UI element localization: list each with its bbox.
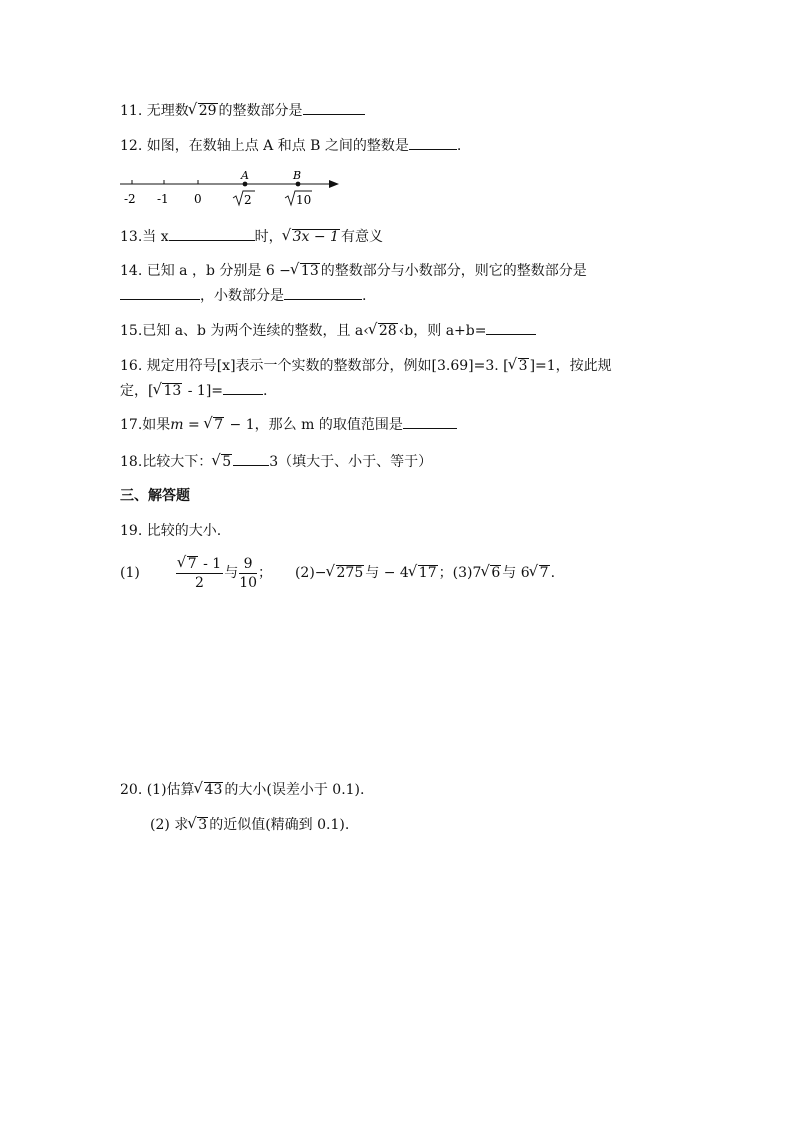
answer-blank-14a[interactable]	[120, 285, 200, 300]
q11-suffix: 的整数部分是	[218, 103, 303, 119]
answer-blank-15[interactable]	[486, 320, 536, 335]
sqrt-29: √ 29	[189, 101, 218, 121]
answer-blank-12[interactable]	[409, 135, 457, 150]
question-16-line1: 16. 规定用符号[x]表示一个实数的整数部分，例如[3.69]=3. [√ 3 ]=1，按此规	[120, 356, 612, 376]
question-19-title: 19. 比较的大小.	[120, 523, 222, 539]
question-16-line2: 定，[√ 13 - 1]= .	[120, 380, 267, 401]
point-b-dot	[296, 182, 301, 187]
question-13: 13.当 x 时，√ 3x − 1 有意义	[120, 226, 383, 247]
tick-label-0: 0	[194, 192, 202, 206]
sqrt-275: √ 275	[327, 553, 365, 593]
tick-label-sqrt10: 10	[296, 193, 312, 207]
point-a-label: A	[241, 169, 249, 182]
sqrt-13: √ 13	[291, 261, 320, 281]
sqrt-6: √ 6	[481, 553, 501, 593]
sqrt-7: √ 7	[204, 415, 224, 435]
sqrt-13-b: √ 13	[153, 381, 182, 401]
question-17: 17.如果m = √ 7 − 1，那么 m 的取值范围是	[120, 414, 457, 435]
sqrt-43: √ 43	[195, 780, 224, 800]
question-20-part2: (2) 求√ 3 的近似值(精确到 0.1).	[150, 815, 349, 835]
answer-blank-13[interactable]	[169, 226, 255, 241]
question-19-parts: (1) √ $\frac{7 - 1}{2}$ 与 $\frac{9}{10}$ ； (2)−√ 275 与 − 4√ 17 ；(3)7√ 6 与 6√ 7 .	[120, 553, 555, 593]
tick-label-sqrt2: 2	[244, 193, 252, 207]
answer-blank-17[interactable]	[403, 414, 457, 429]
question-18: 18.比较大下：√ 5 3（填大于、小于、等于）	[120, 451, 432, 472]
section-title: 三、解答题	[120, 488, 190, 504]
tick-label-neg1: -1	[157, 192, 169, 206]
answer-blank-18[interactable]	[233, 451, 269, 466]
sqrt-7-b: √ 7	[530, 553, 550, 593]
sqrt-3: √ 3	[509, 356, 529, 376]
sqrt-28: √ 28	[369, 321, 398, 341]
fraction-9-over-10: $\frac{9}{10}$	[239, 555, 258, 591]
sqrt-3-b: √ 3	[188, 815, 208, 835]
q12-text: 12. 如图，在数轴上点 A 和点 B 之间的整数是	[120, 138, 409, 154]
question-15: 15.已知 a、b 为两个连续的整数，且 a‹√ 28 ‹b，则 a+b=	[120, 320, 536, 341]
question-12: 12. 如图，在数轴上点 A 和点 B 之间的整数是 .	[120, 135, 461, 156]
tick-label-neg2: -2	[124, 192, 136, 206]
answer-blank-14b[interactable]	[284, 285, 362, 300]
point-a-dot	[243, 182, 248, 187]
answer-blank-11[interactable]	[303, 100, 365, 115]
fraction-sqrt7-minus-1-over-2: √ $\frac{7 - 1}{2}$	[176, 555, 223, 592]
sqrt-3x-1: √ 3x − 1	[283, 227, 340, 247]
number-line-figure	[115, 165, 355, 213]
question-20-part1: 20. (1)估算√ 43 的大小(误差小于 0.1).	[120, 780, 364, 800]
answer-blank-16[interactable]	[223, 380, 263, 395]
point-b-label: B	[293, 169, 302, 182]
question-14-line1: 14. 已知 a ，b 分别是 6 −√ 13 的整数部分与小数部分，则它的整数部分是	[120, 261, 587, 281]
q13-prefix: 13.当 x	[120, 229, 169, 245]
sqrt-17: √ 17	[409, 553, 438, 593]
question-11	[120, 100, 365, 121]
q11-prefix: 11. 无理数	[120, 103, 189, 119]
question-14-line2: ，小数部分是 .	[120, 285, 366, 306]
sqrt-5: √ 5	[212, 452, 232, 472]
